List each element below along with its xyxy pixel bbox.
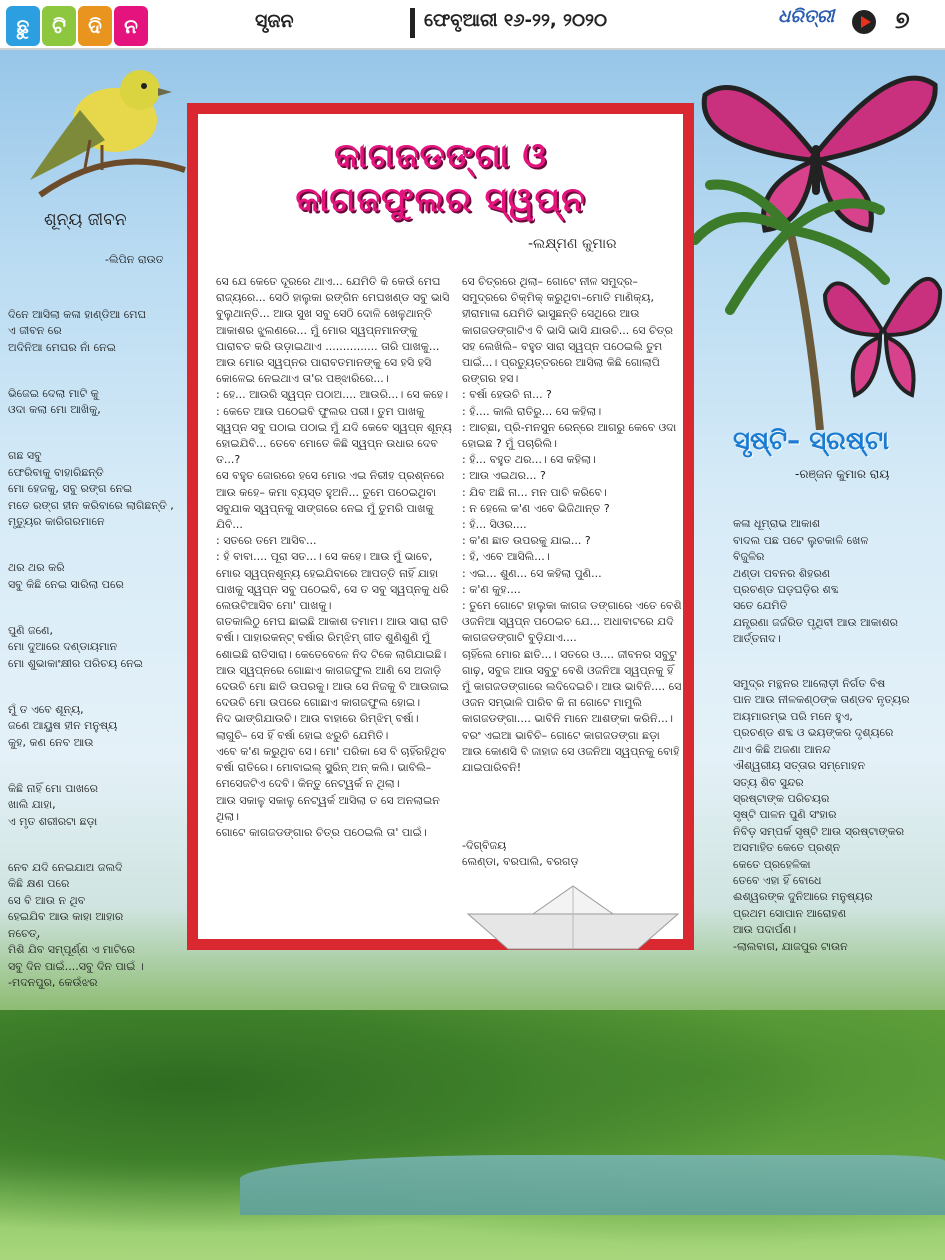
paper-boat-icon bbox=[463, 884, 683, 954]
right-poem-title: ସୃଷ୍ଟି– ସ୍ରଷ୍ଟା bbox=[733, 426, 890, 456]
story-paragraph: : ହଁ... ବହୁତ ଥର...। ସେ କହିଲା। bbox=[462, 453, 596, 467]
story-paragraph: : ହଁ... ସିଓର.... bbox=[462, 518, 527, 532]
story-title-line-2: କାଗଜଫୁଲର ସ୍ୱପ୍ନ bbox=[295, 180, 586, 220]
story-paragraph: : କେତେ ଆଉ ପଠେଇବି ଫୁଲର ପରୀ। ତୁମ ପାଖକୁ ସ୍ୱପ୍ନ ସବୁ ପଠାଇ ପଠାଇ ମୁଁ ଯଦି କେବେ ସ୍ୱପ୍ନ ଶୂନ୍ୟ ହୋଇଯିବି... ତେବେ ମୋତେ କିଛି ସ୍ୱପ୍ନ ଉଧାର ଦେବ ତ...? bbox=[216, 404, 452, 467]
story-paragraph: : କ'ଣ କୁହ.... bbox=[462, 582, 521, 596]
left-poem-body bbox=[8, 290, 188, 1021]
newspaper-brand: ଧରିତ୍ରୀ bbox=[778, 6, 835, 27]
left-poem-stanza: ଦିନେ ଆସିଲା କଳା ହାଣ୍ଡିଆ ମେଘ ଏ ଜୀବନ ରେ ଅଦିନିଆ ମେଘର ନାଁ ନେଇ bbox=[8, 307, 146, 354]
story-paragraph: : ତୁମେ ଗୋଟେ ହାଲୁକା କାଗଜ ଡଙ୍ଗାରେ ଏତେ ବେଶି ଓଜନିଆ ସ୍ୱପ୍ନ ପଠେଇଚ ଯେ... ଅଧାବାଟରେ ଯଦି କାଗଜଡଙ୍ଗାଟି ବୁଡ଼ିଯାଏ.... bbox=[462, 599, 682, 645]
story-author: -ଲକ୍ଷ୍ମଣ କୁମାର bbox=[528, 236, 617, 252]
story-paragraph: : ସତରେ ତମେ ଆସିବ... bbox=[216, 534, 317, 548]
story-box bbox=[187, 103, 694, 950]
story-signature: -ଦିଗ୍‌ବିଜୟ ଲେଣ୍ଡା, ବରପାଲି, ବରଗଡ଼ bbox=[462, 839, 579, 868]
story-paragraph: : ଆଉ ଏଇଥର... ? bbox=[462, 469, 546, 483]
left-poem-title: ଶୂନ୍ୟ ଜୀବନ bbox=[44, 210, 127, 230]
right-poem-author: -ରଞ୍ଜନ କୁମାର ରାୟ bbox=[795, 467, 890, 481]
header-divider bbox=[410, 8, 415, 38]
story-paragraph: ନିଦ ଭାଙ୍ଗିଯାଉଚି। ଆଉ ବାହାରେ ରିମ୍‌ଝିମ୍ ବର୍ଷା। ଲାଗୁଚି– ସେ ହିଁ ବର୍ଷା ହୋଇ ଝରୁଚି ଯେମିତି। bbox=[216, 712, 419, 742]
right-poem-stanza: କଳା ଧୂମ୍ରାଭ ଆକାଶ ବାଦଲ ପଛ ପଟେ ଲୁଚକାଳି ଖେଳ ବିଜୁଳିର ଥଣ୍ଡା ପବନର ଶିହରଣ ପ୍ରଚଣ୍ଡ ଘଡ଼ଘଡ଼ିର ଶବ୍ଦ ସତେ ଯେମିତି ଯନ୍ତ୍ରଣା ଜର୍ଜରିତ ପୃଥିବୀ ଆଉ ଆକାଶର ଆର୍ତ୍ତନାଦ। bbox=[733, 517, 898, 646]
left-poem-stanza: ଗଛ ସବୁ ଫେରିବାକୁ ବାହାରିଛନ୍ତି ମୋ ହେଜକୁ, ସବୁ ରଙ୍ଗ ନେଇ ମତେ ରଙ୍ଗ ହୀନ କରିବାରେ ଲାଗିଛନ୍ତି , ମୃତ୍ୟୁର କାରିଗରମାନେ bbox=[8, 449, 174, 528]
story-paragraph: ଗୋଟେ କାଗଜଡଙ୍ଗାର ଚିତ୍ର ପଠେଇଲି ତା' ପାଇଁ। bbox=[216, 825, 427, 839]
story-paragraph: ସେ ଚିତ୍ରରେ ଥିଲା– ଗୋଟେ ନୀଳ ସମୁଦ୍ର– ସମୁଦ୍ରରେ ଚିକ୍‌ମିକ୍ କରୁଥିବା–ମୋତି ମାଣିକ୍ୟ, ହୀରାମାଳା ଯେମିତି ଭାସୁଛନ୍ତି ସେଥିରେ ଆଉ କାଗଜଡଙ୍ଗାଟିଏ ବି ଭାସି ଭାସି ଯାଉଚି... ସେ ଚିତ୍ର ସହ ଲେଖିଲି– ବହୁତ ସାରା ସ୍ୱପ୍ନ ପଠେଇଲି ତୁମ ପାଇଁ...। ପ୍ରତ୍ୟୁତ୍ତରରେ ଆସିଲା କିଛି ଗୋଲାପି ରଙ୍ଗର ହସ। bbox=[462, 275, 673, 386]
story-paragraph: : ହଁ, ଏବେ ଆସିଲି...। bbox=[462, 550, 550, 564]
logo-letter-4: ନ bbox=[114, 6, 148, 46]
left-poem-stanza: ଭିଜେଇ ଦେଲା ମାଟି କୁ ଓଦା କଲା ମୋ ଆଖିକୁ, bbox=[8, 386, 101, 416]
story-paragraph: : ବର୍ଷା ହେଉଚି ନା... ? bbox=[462, 388, 552, 402]
issue-date: ଫେବୃଆରୀ ୧୬-୨୨, ୨୦୨୦ bbox=[424, 10, 608, 31]
story-paragraph: : ହଁ ବାବା.... ପୂରା ସତ...। ସେ କହେ। ଆଉ ମୁଁ ଭାବେ, ମୋର ସ୍ୱପ୍ନଶୂନ୍ୟ ହେଇଯିବାରେ ଆପତ୍ତି ନାହିଁ ଯାହା ପାଖକୁ ସ୍ୱପ୍ନ ସବୁ ପଠେଇବି, ସେ ତ ସବୁ ସ୍ୱପ୍ନକୁ ଧରି ଲେଉଟିଆସିବ ମୋ' ପାଖକୁ। bbox=[216, 550, 449, 613]
story-paragraph: ସେ ଯେ କେତେ ଦୂରରେ ଥାଏ... ଯେମିତି କି କେଉଁ ମେଘ ରାଜ୍ୟରେ... ସେଠି ହାଲୁକା ରଙ୍ଗିନ ମେଘଖଣ୍ଡ ସବୁ ଭାସି ବୁଲୁଥାନ୍ତି... ଆଉ ସୁଖ ସବୁ ସେଠି ଦୋଳି ଖେଳୁଥାନ୍ତି ଆକାଶର ଝୁଲଣରେ... ମୁଁ ମୋର ସ୍ୱପ୍ନମାନଙ୍କୁ ପାରାବତ କରି ଉଡ଼ାଇଥାଏ ............... ତାରି ପାଖକୁ... ଆଉ ମୋର ସ୍ୱପ୍ନର ପାରାବତମାନଙ୍କୁ ସେ ହସି ହସି କୋଳେଇ ନେଇଥାଏ ତା'ର ପଞ୍ଝାରିରେ...। bbox=[216, 275, 450, 386]
play-icon bbox=[852, 10, 876, 34]
story-paragraph: ଗତକାଲିଠୁ ମେଘ ଛାଇଛି ଆକାଶ ତମାମ। ଆଉ ସାରା ରାତି ବର୍ଷା। ପାହାରକନ୍ଟ୍ ବର୍ଷାର ରିମ୍‌ଝିମ୍ ଗୀତ ଶୁଣିଶୁଣି ମୁଁ ଶୋଇଛି ରାତିସାରା। କେତେବେଳେ ନିଦ ଟିକେ ଲାଗିଯାଇଛି। ଆଉ ସ୍ୱପ୍ନରେ ଗୋଛାଏ କାଗଜଫୁଲ ଆଣି ସେ ଅଜାଡ଼ି ଦେଉଚି ମୋ ଛାତି ଉପରକୁ। ଆଉ ସେ ନିଜକୁ ବି ଆଉଜାଇ ଦେଉଚି ମୋ ଉପରେ ଗୋଛାଏ କାଗଜଫୁଲ ହୋଇ। bbox=[216, 615, 449, 710]
story-paragraph: ବରଂ ଏଇଆ ଭାବିଚି– ଗୋଟେ କାଗଜଡଙ୍ଗା ଛଡ଼ା ଆଉ କୋଣସି ବି ଜାହାଜ ସେ ଓଜନିଆ ସ୍ୱପ୍ନକୁ ବୋହି ଯାଇପାରିବନି! bbox=[462, 728, 680, 775]
left-poem-author: -ଲିପିନ ରାଉତ bbox=[105, 253, 164, 266]
story-paragraph: : ଏଇ... ଶୁଣ... ସେ କହିଲା ପୁଣି... bbox=[462, 566, 602, 580]
palm-tree-illustration bbox=[690, 170, 890, 430]
left-poem-stanza: ଥର ଥର କରି ସବୁ କିଛି ନେଇ ସାରିଲା ପରେ bbox=[8, 561, 124, 591]
left-poem-stanza: ପୁଣି ଜଣେ, ମୋ ଦୁଆରେ ଦଣ୍ଡାୟମାନ ମୋ ଶୁଭାକାଂକ୍ଷୀର ପରିଚୟ ନେଇ bbox=[8, 623, 143, 670]
story-paragraph: : ଆଚ୍ଛା, ପ୍ରି-ମନସୁନ ରେନ୍‌ରେ ଆଗରୁ କେବେ ଓଦା ହୋଇଛ ? ମୁଁ ପଚାରିଲି। bbox=[462, 420, 677, 451]
story-paragraph: ସେ ବହୁତ ଜୋରରେ ହସେ ମୋର ଏଇ ନିରୀହ ପ୍ରଶ୍ନରେ ଆଉ କହେ– କମା ବ୍ୟସ୍ତ ହୁଅନି... ତୁମେ ପଠେଇଥିବା ସବୁଯାକ ସ୍ୱପ୍ନକୁ ସାଙ୍ଗରେ ନେଇ ମୁଁ ତୁମରି ପାଖକୁ ଯିବି... bbox=[216, 469, 445, 532]
page-header bbox=[0, 0, 945, 50]
story-paragraph: ଚାହିଁଲେ ମୋର ଛାତି...। ସତରେ ଓ.... ଜୀବନର ସବୁଟୁ ଗାଢ଼, ସବୁଜ ଆଉ ସବୁଟୁ ବେଶି ଓଜନିଆ ସ୍ୱପ୍ନକୁ ହିଁ ମୁଁ କାଗଜଡଙ୍ଗାରେ ଲଦିଦେଇଚି। ଆଉ ଭାବିନି.... ସେ ଓଜନ ସମ୍ଭାଳି ପାରିବ କି ନା ଗୋଟେ ମାମୁଲି କାଗଜଡଙ୍ଗା.... ଭାବିନି ମାନେ ଆଶଙ୍କା କରିନି...। bbox=[462, 647, 682, 726]
story-paragraph: ଏବେ କ'ଣ କରୁଥିବ ସେ। ମୋ' ପରିକା ସେ ବି ଚାହିଁରହିଥିବ ବର୍ଷା ରାତିରେ। ମୋବାଇଲ୍ ସ୍କ୍ରିନ୍ ଅନ୍ କଲି। ଭାବିଲି– ମେସେଜଟିଏ ଦେବି। କିନ୍ତୁ ନେଟ୍‌ୱର୍କ ନ ଥିଲା। bbox=[216, 744, 447, 791]
left-poem-stanza: କିଛି ନାହିଁ ମୋ ପାଖରେ ଖାଲି ଯାହା, ଏ ମୃତ ଶରୀରଟା ଛଡ଼ା bbox=[8, 781, 98, 828]
left-poem-stanza: ନେବ ଯଦି ନେଇଯାଅ ଜଲଦି କିଛି କ୍ଷଣ ପରେ ସେ ବି ଆଉ ନ ଥିବ ହେଇଯିବ ଆଉ କାହା ଆହାର ନଚେତ୍, ମିଶି ଯିବ ସମ୍ପୂର୍ଣ୍ଣ ଏ ମାଟିରେ ସବୁ ଦିନ ପାଇଁ....ସବୁ ଦିନ ପାଇଁ । -ମଦନପୁର, କେଉଁଝର bbox=[8, 860, 144, 989]
yellow-bird-illustration bbox=[20, 50, 190, 200]
story-paragraph: : ହେ... ଆଉରି ସ୍ୱପ୍ନ ପଠାଅ.... ଆଉରି...। ସେ କହେ। bbox=[216, 388, 449, 402]
section-logo bbox=[6, 6, 148, 46]
story-paragraph: ଆଉ ସକାଳୁ ସକାଳୁ ନେଟ୍‌ୱର୍କ ଆସିଲା ତ ସେ ଅନଲାଇନ ଥିଲା। bbox=[216, 793, 440, 823]
right-poem-body bbox=[733, 500, 939, 983]
lake-water bbox=[240, 1155, 945, 1215]
story-column-right bbox=[462, 274, 682, 776]
page-number: ୭ bbox=[895, 6, 910, 34]
story-column-left bbox=[216, 274, 452, 841]
story-paragraph: : ଯିବ ଅଛି ନା... ମନ ପାଚି କରିବେ। bbox=[462, 485, 607, 499]
story-paragraph: : ହଁ.... କାଲି ରାତିରୁ... ସେ କହିଲା। bbox=[462, 404, 602, 418]
right-poem-stanza: ସମୁଦ୍ର ମନ୍ଥନର ଆଲୋଡ଼ୀ ନିର୍ଗତ ବିଷ ପାନ ଆଉ ନୀଳକଣ୍ଠଙ୍କ ତାଣ୍ଡବ ନୃତ୍ୟର ଅୟମାରମ୍ଭ ପରି ମନେ ହୁଏ, ପ୍ରଚଣ୍ଡ ଶବ୍ଦ ଓ ଭୟଙ୍କର ଦୃଶ୍ୟରେ ଥାଏ କିଛି ଅଜଣା ଆନନ୍ଦ ଐଶ୍ୱରୀୟ ସତ୍ତାର ସମ୍ମୋହନ ସତ୍ୟ ଶିବ ସୁନ୍ଦର ସ୍ରଷ୍ଟାଙ୍କ ପରିଚୟର ସୃଷ୍ଟି ପାଳନ ପୁଣି ସଂହାର ନିବିଡ଼ ସମ୍ପର୍କ ସୃଷ୍ଟି ଆଉ ସ୍ରଷ୍ଟାଙ୍କର ଅସମାହିତ କେତେ ପ୍ରଶ୍ନ କେତେ ପ୍ରହେଳିକା ତେବେ ଏହା ହିଁ ବୋଧେ ଈଶ୍ୱରଙ୍କ ଦୁନିଆରେ ମନୁଷ୍ୟର ପ୍ରଥମ ସୋପାନ ଆରୋହଣ ଆଉ ପଦାର୍ପଣ। -ଲାଲବାଗ, ଯାଜପୁର ଟାଉନ bbox=[733, 677, 910, 953]
story-title-line-1: କାଗଜଡଙ୍ଗା ଓ bbox=[334, 136, 547, 176]
landscape-background bbox=[0, 1010, 945, 1260]
story-paragraph: : କ'ଣ ଛାତ ଉପରକୁ ଯାଇ... ? bbox=[462, 534, 591, 548]
logo-letter-2: ଟି bbox=[42, 6, 76, 46]
section-name: ସୃଜନ bbox=[255, 10, 294, 32]
left-poem-stanza: ମୁଁ ତ ଏବେ ଶୂନ୍ୟ, ଜଣେ ଆୟୁଷ ହୀନ ମନୁଷ୍ୟ କୁହ, କଣ ନେବ ଆଉ bbox=[8, 702, 118, 749]
logo-letter-3: ଦି bbox=[78, 6, 112, 46]
story-paragraph: : ନ ହେଲେ କ'ଣ ଏବେ ଭିଜିଥାନ୍ତ ? bbox=[462, 501, 610, 515]
logo-letter-1: ଛୁ bbox=[6, 6, 40, 46]
